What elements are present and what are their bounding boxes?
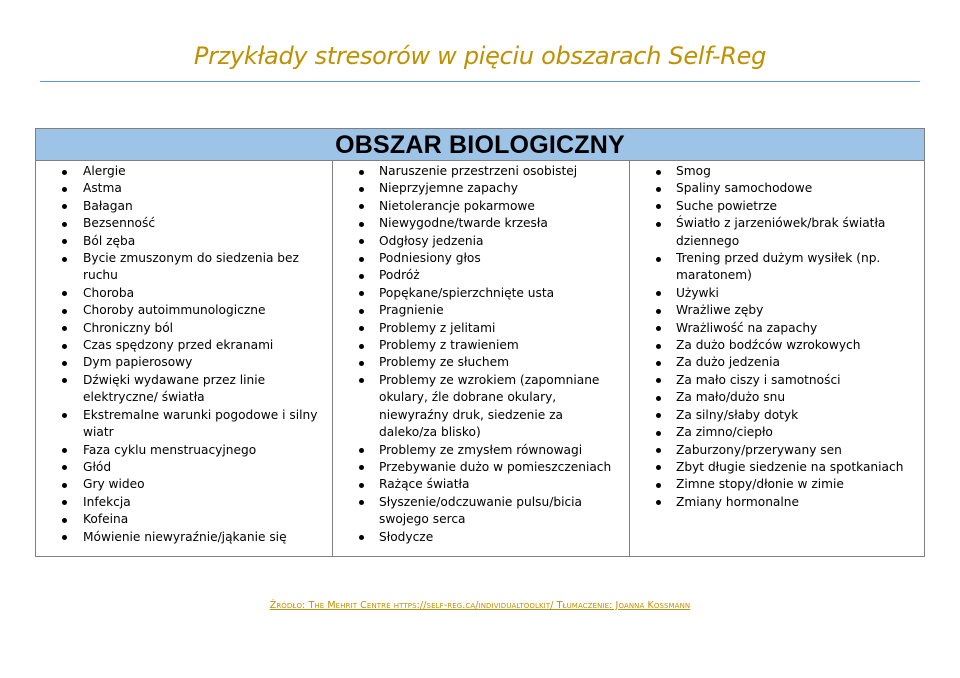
list-item: Zbyt długie siedzenie na spotkaniach [630,459,924,476]
list-item: Bezsenność [36,215,332,232]
list-item: Głód [36,459,332,476]
column-1 [36,161,333,557]
list-item: Czas spędzony przed ekranami [36,337,332,354]
list-item: Bałagan [36,198,332,215]
list-item: Rażące światła [333,476,629,493]
list-item: Suche powietrze [630,198,924,215]
list-item: Problemy z trawieniem [333,337,629,354]
column-2 [333,161,630,557]
list-item: Bycie zmuszonym do siedzenia bez ruchu [36,250,332,285]
page-title: Przykłady stresorów w pięciu obszarach Self-Reg [193,42,767,70]
stressor-list-3 [630,163,924,511]
list-item: Astma [36,180,332,197]
list-item: Problemy ze zmysłem równowagi [333,442,629,459]
list-item: Przebywanie dużo w pomieszczeniach [333,459,629,476]
list-item: Pragnienie [333,302,629,319]
list-item: Naruszenie przestrzeni osobistej [333,163,629,180]
table-header: OBSZAR BIOLOGICZNY [36,129,924,161]
list-item: Smog [630,163,924,180]
list-item: Dźwięki wydawane przez linie elektryczne/ światła [36,372,332,407]
list-item: Podniesiony głos [333,250,629,267]
list-item: Światło z jarzeniówek/brak światła dziennego [630,215,924,250]
list-item: Choroby autoimmunologiczne [36,302,332,319]
list-item: Gry wideo [36,476,332,493]
list-item: Infekcja [36,494,332,511]
list-item: Choroba [36,285,332,302]
list-item: Mówienie niewyraźnie/jąkanie się [36,529,332,546]
list-item: Spaliny samochodowe [630,180,924,197]
list-item: Za zimno/ciepło [630,424,924,441]
column-3 [630,161,924,557]
list-item: Problemy z jelitami [333,320,629,337]
list-item: Dym papierosowy [36,354,332,371]
list-item: Za dużo jedzenia [630,354,924,371]
list-item: Problemy ze słuchem [333,354,629,371]
list-item: Zaburzony/przerywany sen [630,442,924,459]
list-item: Używki [630,285,924,302]
list-item: Odgłosy jedzenia [333,233,629,250]
list-item: Za mało ciszy i samotności [630,372,924,389]
list-item: Wrażliwość na zapachy [630,320,924,337]
title-underline [40,81,920,82]
list-item: Chroniczny ból [36,320,332,337]
stressor-list-1 [36,163,332,546]
list-item: Słyszenie/odczuwanie pulsu/bicia swojego serca [333,494,629,529]
list-item: Za silny/słaby dotyk [630,407,924,424]
list-item: Popękane/spierzchnięte usta [333,285,629,302]
list-item: Alergie [36,163,332,180]
list-item: Ekstremalne warunki pogodowe i silny wiatr [36,407,332,442]
list-item: Zmiany hormonalne [630,494,924,511]
list-item: Za dużo bodźców wzrokowych [630,337,924,354]
table-columns [36,161,924,557]
list-item: Nieprzyjemne zapachy [333,180,629,197]
list-item: Faza cyklu menstruacyjnego [36,442,332,459]
list-item: Wrażliwe zęby [630,302,924,319]
list-item: Zimne stopy/dłonie w zimie [630,476,924,493]
list-item: Nietolerancje pokarmowe [333,198,629,215]
list-item: Słodycze [333,529,629,546]
list-item: Problemy ze wzrokiem (zapomniane okulary, źle dobrane okulary, niewyraźny druk, siedzenie za daleko/za blisko) [333,372,629,442]
list-item: Za mało/dużo snu [630,389,924,406]
source-link[interactable]: Źródło: The Mehrit Centre https://self-reg.ca/individualtoolkit/ Tłumaczenie: Joanna Kossmann [269,600,691,611]
list-item: Niewygodne/twarde krzesła [333,215,629,232]
list-item: Podróż [333,267,629,284]
stressor-list-2 [333,163,629,546]
list-item: Trening przed dużym wysiłek (np. maratonem) [630,250,924,285]
list-item: Kofeina [36,511,332,528]
stressor-table [35,128,925,557]
list-item: Ból zęba [36,233,332,250]
